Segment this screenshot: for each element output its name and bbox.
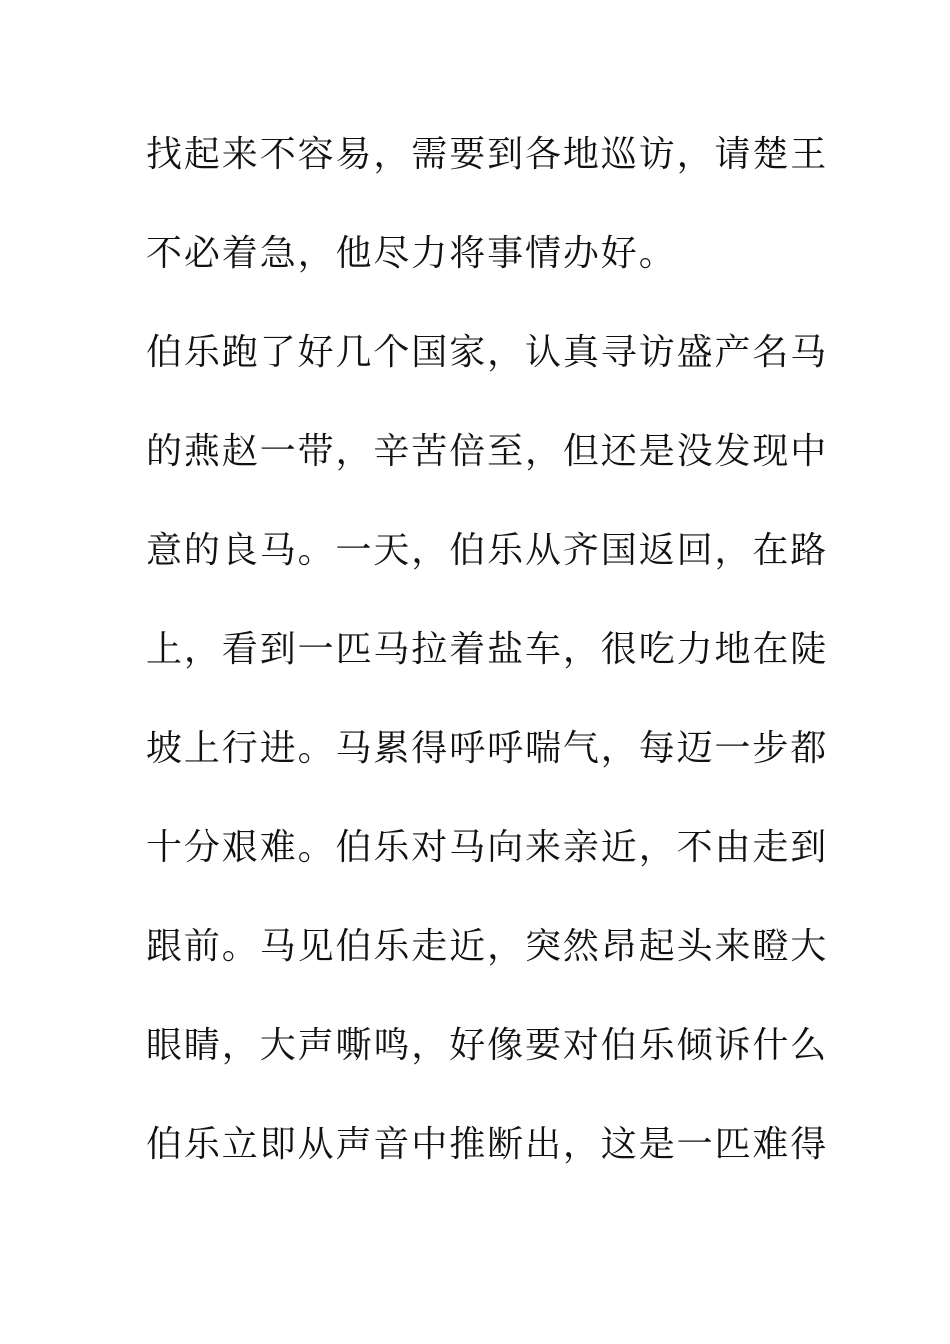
text-line-8: 十分艰难。伯乐对马向来亲近，不由走到 [146,827,829,868]
text-line-3: 伯乐跑了好几个国家，认真寻访盛产名马 [146,332,829,373]
text-line-10: 眼睛，大声嘶鸣，好像要对伯乐倾诉什么 [146,1025,829,1066]
text-line-2: 不必着急，他尽力将事情办好。 [146,233,677,274]
text-line-9: 跟前。马见伯乐走近，突然昂起头来瞪大 [146,926,829,967]
text-line-4: 的燕赵一带，辛苦倍至，但还是没发现中 [146,431,829,472]
text-line-6: 上，看到一匹马拉着盐车，很吃力地在陡 [146,629,829,670]
text-line-1: 找起来不容易，需要到各地巡访，请楚王 [146,134,829,175]
text-line-7: 坡上行进。马累得呼呼喘气，每迈一步都 [146,728,829,769]
text-line-5: 意的良马。一天，伯乐从齐国返回，在路 [146,530,829,571]
body-text [146,124,829,1213]
text-line-11: 伯乐立即从声音中推断出，这是一匹难得 [146,1124,829,1165]
